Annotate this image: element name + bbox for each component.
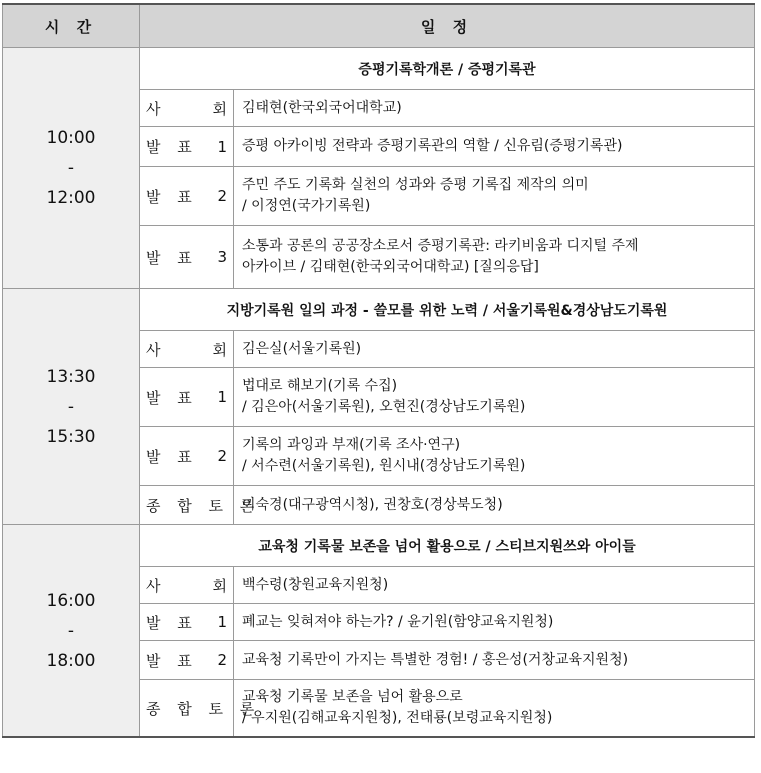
role-number: 1 xyxy=(217,388,227,406)
role-cell xyxy=(140,427,234,486)
content-line: 기록의 과잉과 부재(기록 조사·연구) xyxy=(242,437,461,453)
role-number: 2 xyxy=(217,187,227,205)
session-time xyxy=(3,48,140,289)
content-cell xyxy=(234,127,755,167)
session-time xyxy=(3,525,140,738)
time-separator: - xyxy=(67,158,75,178)
role-cell xyxy=(140,680,261,738)
role-label: 발 표 xyxy=(146,248,198,267)
role-cell xyxy=(140,641,234,680)
content-cell xyxy=(234,368,755,427)
content-cell xyxy=(234,331,755,368)
content-cell xyxy=(234,641,755,680)
role-cell xyxy=(140,604,234,641)
content-line: 아카이브 / 김태현(한국외국어대학교) [질의응답] xyxy=(242,259,539,275)
session-title-row xyxy=(3,525,755,567)
role-cell xyxy=(140,368,234,427)
role-label: 발 표 xyxy=(146,138,198,156)
content-cell xyxy=(234,486,755,525)
content-line: / 이정연(국가기록원) xyxy=(242,198,371,214)
role-number: 회 xyxy=(212,99,227,118)
time-separator: - xyxy=(67,620,75,641)
role-label: 종 합 토 론 xyxy=(146,496,261,515)
role-number: 2 xyxy=(217,651,227,669)
time-start: 10:00 xyxy=(46,128,96,148)
role-label: 발 표 xyxy=(146,187,198,206)
content-line: 폐교는 잊혀져야 하는가? / 윤기원(함양교육지원청) xyxy=(242,613,554,630)
content-line: 증평 아카이빙 전략과 증평기록관의 역할 / 신유림(증평기록관) xyxy=(242,138,623,154)
time-header: 시 간 xyxy=(3,4,140,48)
role-label: 종 합 토 론 xyxy=(146,699,261,718)
session-title: 지방기록원 일의 과정 - 쓸모를 위한 노력 / 서울기록원&경상남도기록원 xyxy=(140,289,755,331)
content-line: 교육청 기록물 보존을 넘어 활용으로 xyxy=(242,689,463,705)
role-number: 1 xyxy=(217,613,227,631)
header-row xyxy=(3,4,755,48)
content-line: / 서수련(서울기록원), 원시내(경상남도기록원) xyxy=(242,458,526,474)
role-label: 사 xyxy=(146,340,167,359)
content-line: 법대로 해보기(기록 수집) xyxy=(242,378,398,394)
schedule-header: 일 정 xyxy=(140,4,755,48)
content-line: 주민 주도 기록화 실천의 성과와 증평 기록집 제작의 의미 xyxy=(242,177,589,193)
time-start: 13:30 xyxy=(46,366,96,387)
time-start: 16:00 xyxy=(46,590,96,611)
session-title: 교육청 기록물 보존을 넘어 활용으로 / 스티브지원쓰와 아이들 xyxy=(140,525,755,567)
role-cell xyxy=(140,331,234,368)
content-line: 김은실(서울기록원) xyxy=(242,340,362,357)
content-line: 교육청 기록만이 가지는 특별한 경험! / 홍은성(거창교육지원청) xyxy=(242,651,629,668)
time-end: 15:30 xyxy=(46,426,96,447)
role-label: 사 xyxy=(146,99,167,118)
role-number: 1 xyxy=(217,137,227,156)
content-cell xyxy=(234,90,755,127)
role-number: 3 xyxy=(217,248,227,266)
role-label: 발 표 xyxy=(146,447,198,466)
role-cell xyxy=(140,226,234,289)
role-number: 회 xyxy=(212,340,227,359)
time-end: 12:00 xyxy=(46,188,96,208)
time-end: 18:00 xyxy=(46,650,96,671)
content-cell xyxy=(234,680,755,738)
session-title-row xyxy=(3,289,755,331)
role-number: 2 xyxy=(217,447,227,465)
session-title: 증평기록학개론 / 증평기록관 xyxy=(140,48,755,90)
time-separator: - xyxy=(67,396,75,417)
role-cell xyxy=(140,90,234,127)
role-cell xyxy=(140,167,234,226)
content-line: 백수령(창원교육지원청) xyxy=(242,576,389,593)
role-cell xyxy=(140,127,234,167)
role-label: 발 표 xyxy=(146,651,198,670)
schedule-table xyxy=(2,3,755,738)
content-line: / 우지원(김해교육지원청), 전태룡(보령교육지원청) xyxy=(242,710,553,726)
content-line: 김태현(한국외국어대학교) xyxy=(242,99,402,116)
session-title-row xyxy=(3,48,755,90)
content-cell xyxy=(234,427,755,486)
content-cell xyxy=(234,604,755,641)
content-cell xyxy=(234,567,755,604)
content-cell xyxy=(234,226,755,289)
role-label: 발 표 xyxy=(146,388,198,407)
role-label: 사 xyxy=(146,576,167,595)
role-number: 회 xyxy=(212,576,227,595)
session-time xyxy=(3,289,140,525)
content-line: / 김은아(서울기록원), 오현진(경상남도기록원) xyxy=(242,399,526,415)
role-cell xyxy=(140,567,234,604)
content-line: 소통과 공론의 공공장소로서 증평기록관: 라키비움과 디지털 주제 xyxy=(242,238,639,254)
content-cell xyxy=(234,167,755,226)
role-label: 발 표 xyxy=(146,613,198,632)
role-cell xyxy=(140,486,261,525)
content-line: 이숙경(대구광역시청), 권창호(경상북도청) xyxy=(242,496,503,513)
